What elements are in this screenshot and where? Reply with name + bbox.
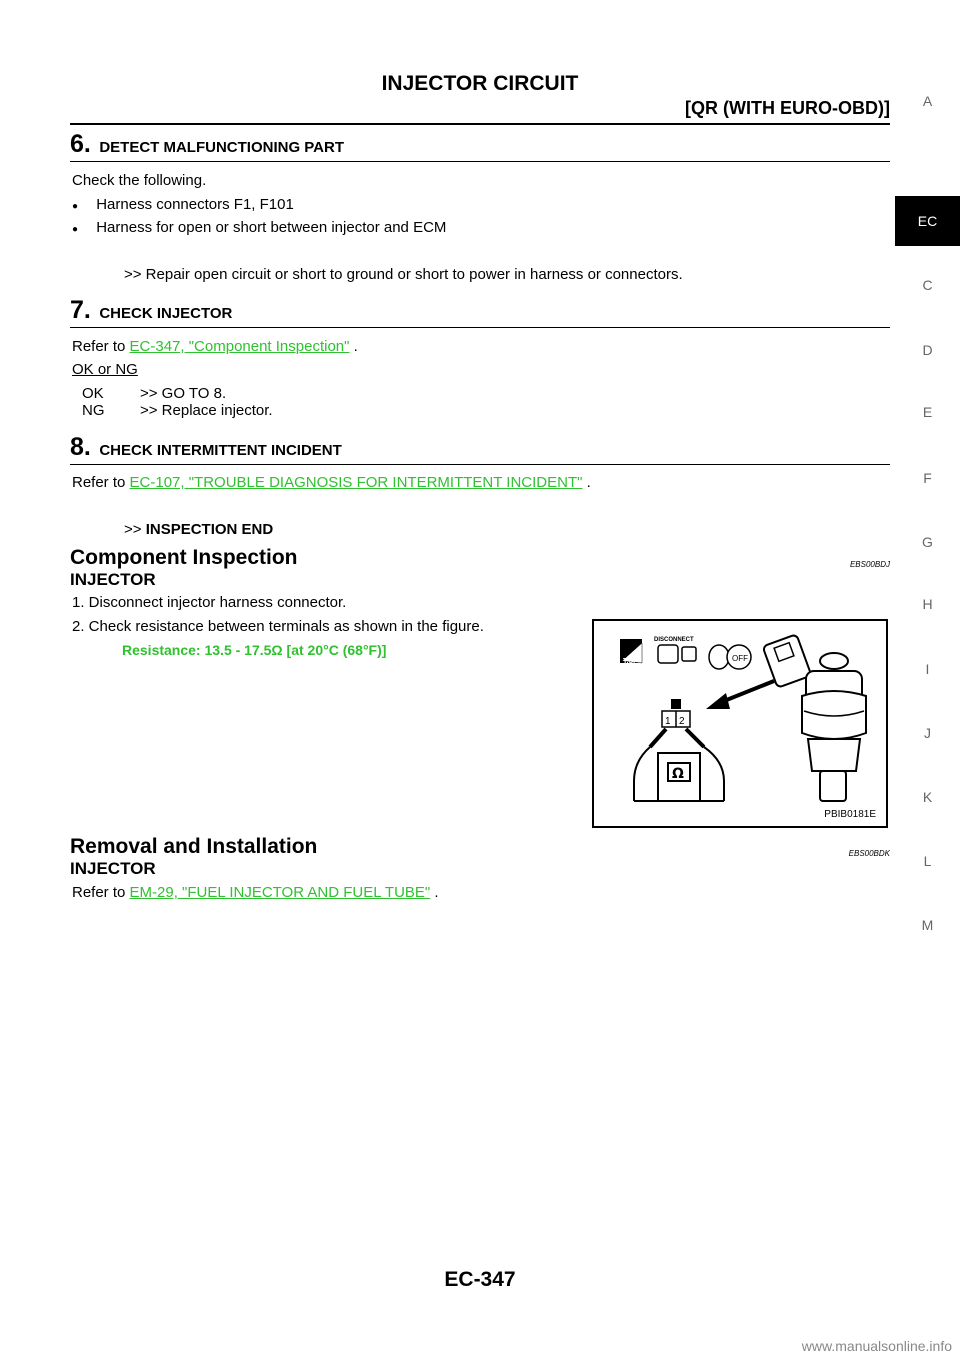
step-7-divider [70,327,890,328]
bullet-icon: ● [72,224,79,235]
step-7-number: 7. [70,296,91,324]
step-8-refer: Refer to EC-107, "TROUBLE DIAGNOSIS FOR INTERMITTENT INCIDENT" . [72,474,591,491]
ok-action: >> GO TO 8. [140,385,227,402]
step-6-number: 6. [70,130,91,158]
ng-action: >> Replace injector. [140,402,273,419]
link-fuel-injector[interactable]: EM-29, "FUEL INJECTOR AND FUEL TUBE" [129,884,431,901]
header-divider [70,123,890,125]
removal-installation-heading: Removal and Installation [70,835,318,858]
step-7-heading [70,296,232,325]
component-inspection-heading: Component Inspection [70,546,298,569]
tab-k[interactable]: K [922,789,933,805]
step-8-divider [70,464,890,465]
page-number: EC-347 [444,1268,516,1291]
step-6-heading [70,130,344,159]
svg-text:1: 1 [665,716,671,727]
ok-label: OK [82,385,104,402]
tab-l[interactable]: L [923,853,932,869]
injector-diagram [594,621,886,826]
tab-c[interactable]: C [922,277,933,293]
link-intermittent-incident[interactable]: EC-107, "TROUBLE DIAGNOSIS FOR INTERMITTENT INCIDENT" [129,474,583,491]
tab-h[interactable]: H [922,596,933,612]
step-8-result: >> INSPECTION END [124,521,274,538]
svg-text:DISCONNECT: DISCONNECT [654,637,694,643]
svg-text:2: 2 [679,716,685,727]
step-7-refer: Refer to EC-347, "Component Inspection" . [72,338,358,355]
ohmmeter-icon [634,729,724,801]
step-7-title: CHECK INJECTOR [99,305,233,322]
ts-icon [620,639,642,665]
injector-figure [592,619,888,828]
removal-installation-subheading: INJECTOR [70,859,156,878]
step-6-intro: Check the following. [72,172,207,189]
tab-i[interactable]: I [925,661,930,677]
bullet-icon: ● [72,201,79,212]
link-component-inspection[interactable]: EC-347, "Component Inspection" [129,338,350,355]
component-inspection-code: EBS00BDJ [849,560,890,569]
svg-text:OFF: OFF [732,654,748,663]
page-subtitle: [QR (WITH EURO-OBD)] [685,98,890,118]
tab-e[interactable]: E [922,404,933,420]
step-6-bullet-2: ● Harness for open or short between injector and ECM [72,219,447,236]
page-title: INJECTOR CIRCUIT [381,72,579,95]
svg-text:T.S.: T.S. [623,658,636,665]
tab-d[interactable]: D [922,342,933,358]
inspection-step-2: 2. Check resistance between terminals as shown in the figure. [72,618,484,635]
watermark: www.manualsonline.info [801,1338,952,1354]
injector-icon [763,634,866,801]
removal-installation-code: EBS00BDK [848,849,890,858]
tab-g[interactable]: G [922,534,933,550]
disconnect-icon [654,637,696,663]
step-8-title: CHECK INTERMITTENT INCIDENT [99,442,342,459]
arrow-icon [706,681,774,709]
step-8-heading [70,433,342,462]
tab-ec[interactable]: EC [895,196,960,246]
step-6-title: DETECT MALFUNCTIONING PART [99,139,345,156]
ok-or-ng-label: OK or NG [72,361,138,378]
tab-j[interactable]: J [924,725,931,741]
step-6-divider [70,161,890,162]
ignition-off-icon [709,645,751,669]
figure-label: PBIB0181E [824,809,876,820]
component-inspection-subheading: INJECTOR [70,570,156,589]
tab-m[interactable]: M [921,917,934,933]
svg-text:Ω: Ω [672,766,684,782]
resistance-spec: Resistance: 13.5 - 17.5Ω [at 20°C (68°F)] [122,642,387,658]
ng-label: NG [82,402,105,419]
removal-installation-refer: Refer to EM-29, "FUEL INJECTOR AND FUEL TUBE" . [72,884,439,901]
tab-a[interactable]: A [922,93,933,109]
tab-f[interactable]: F [923,470,932,486]
step-8-number: 8. [70,433,91,461]
step-6-bullet-1: ● Harness connectors F1, F101 [72,196,294,213]
connector-terminals [662,699,690,727]
step-6-result: >> Repair open circuit or short to ground or short to power in harness or connectors. [124,266,683,283]
inspection-step-1: 1. Disconnect injector harness connector. [72,594,347,611]
